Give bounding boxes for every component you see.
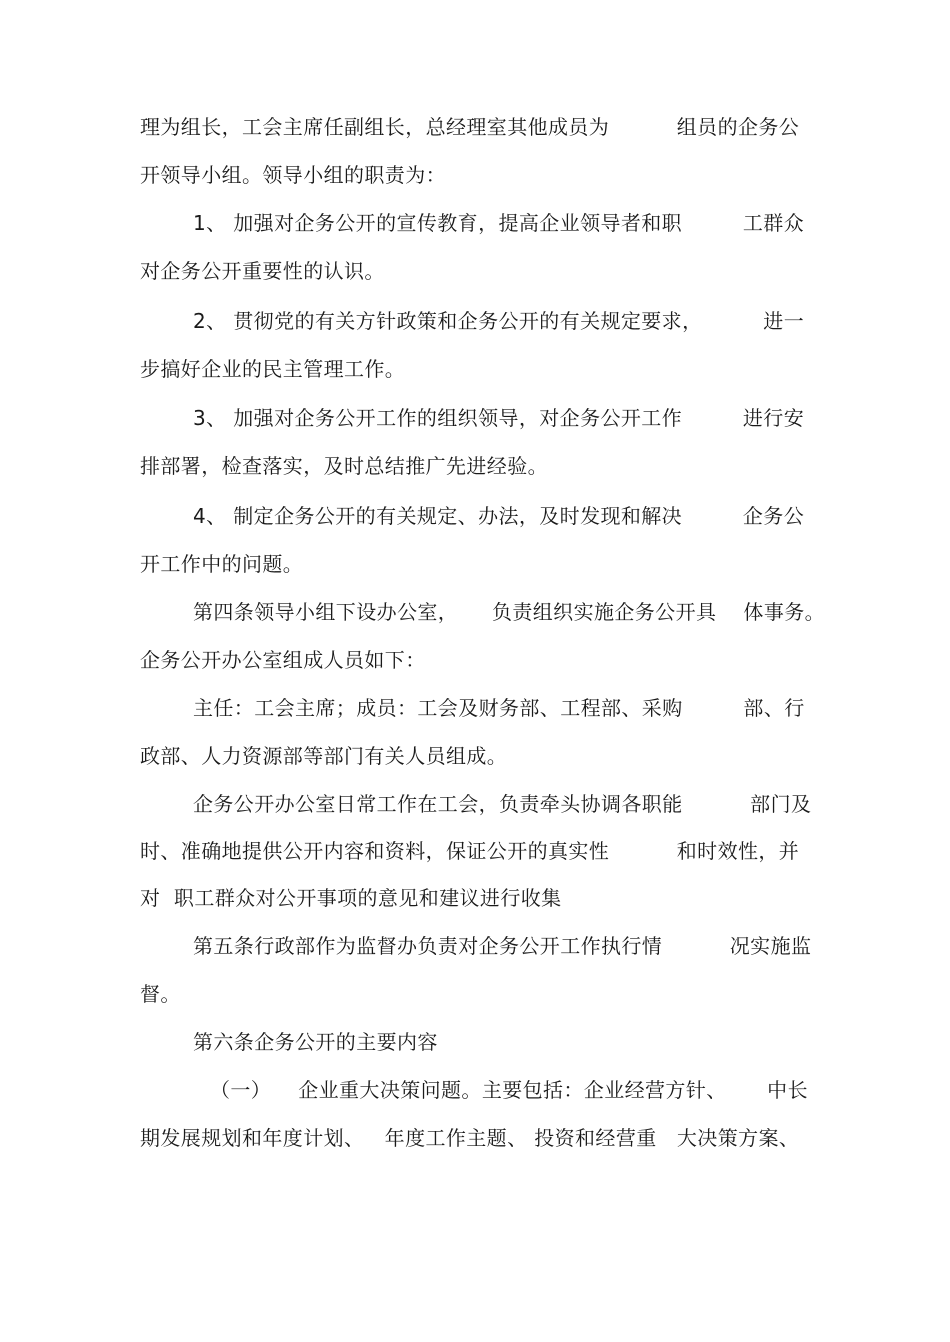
text-line: 主任：工会主席；成员：工会及财务部、工程部、采购 部、行: [193, 696, 805, 720]
text-line: 排部署，检查落实，及时总结推广先进经验。: [140, 454, 548, 478]
text-line: 期发展规划和年度计划、 年度工作主题、 投资和经营重 大决策方案、: [140, 1126, 800, 1150]
text-line: 1、 加强对企务公开的宣传教育，提高企业领导者和职 工群众: [193, 211, 805, 235]
text-line: 企务公开办公室日常工作在工会，负责牵头协调各职能 部门及: [193, 792, 812, 816]
text-line: 政部、人力资源部等部门有关人员组成。: [140, 744, 508, 768]
text-line: 第四条领导小组下设办公室， 负责组织实施企务公开具 体事务。: [193, 600, 826, 624]
text-line: 开工作中的问题。: [140, 552, 304, 576]
text-line: 企务公开办公室组成人员如下：: [140, 648, 426, 672]
text-line: 开领导小组。领导小组的职责为：: [140, 163, 446, 187]
text-line: （一） 企业重大决策问题。主要包括：企业经营方针、 中长: [210, 1078, 808, 1102]
text-line: 对企务公开重要性的认识。: [140, 259, 385, 283]
text-line: 督。: [140, 982, 181, 1006]
text-line: 时、准确地提供公开内容和资料，保证公开的真实性 和时效性，并: [140, 839, 800, 863]
text-line: 第五条行政部作为监督办负责对企务公开工作执行情 况实施监: [193, 934, 812, 958]
text-line: 3、 加强对企务公开工作的组织领导，对企务公开工作 进行安: [193, 406, 805, 430]
text-line: 步搞好企业的民主管理工作。: [140, 357, 406, 381]
text-line: 第六条企务公开的主要内容: [193, 1030, 438, 1054]
text-line: 2、 贯彻党的有关方针政策和企务公开的有关规定要求， 进一: [193, 309, 805, 333]
text-line: 对 职工群众对公开事项的意见和建议进行收集: [140, 886, 562, 910]
text-line: 4、 制定企务公开的有关规定、办法，及时发现和解决 企务公: [193, 504, 805, 528]
text-line: 理为组长，工会主席任副组长，总经理室其他成员为 组员的企务公: [140, 115, 800, 139]
